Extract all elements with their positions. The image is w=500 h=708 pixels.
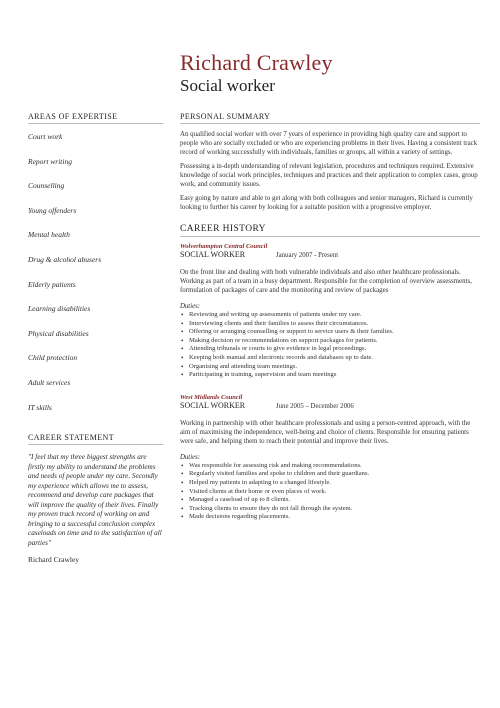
duty-item: • Making decision or recommendations on support packages for patients.: [189, 337, 480, 346]
duty-item: • Tracking clients to ensure they do not fall through the system.: [189, 505, 480, 514]
duty-item: • Participating in training, supervision and team meetings: [189, 371, 480, 380]
duty-item: • Keeping both manual and electronic records and databases up to date.: [189, 354, 480, 363]
duty-item: • Helped my patients in adapting to a changed lifestyle.: [189, 479, 480, 488]
expertise-item: Court work: [28, 132, 63, 141]
expertise-item: Drug & alcohol abusers: [28, 254, 102, 264]
career-statement-quote: "I feel that my three biggest strengths are firstly my ability to understand the problems and needs of people under my care. Secondly my experience which allows me to assess, recommend and develop care packages that will improve the quality of their lives. Finally my proven track record of working on and bringing to a successful conclusion complex caseloads on time and to the satisfaction of all parties": [28, 453, 162, 547]
duty-item: • Regularly visited families and spoke to children and their guardians.: [189, 470, 480, 479]
duty-item: • Managed a caseload of up to 8 clients.: [189, 496, 480, 505]
candidate-name: Richard Crawley: [180, 50, 333, 75]
expertise-item: Learning disabilities: [28, 304, 91, 314]
career-statement-section: [28, 433, 163, 564]
expertise-item: Mental health: [28, 230, 70, 240]
expertise-item: Report writing: [28, 156, 72, 166]
duty-item: • Reviewing and writing up assessments of patients under my care.: [189, 311, 480, 320]
expertise-item: Elderly patients: [28, 279, 76, 289]
expertise-list: [28, 132, 163, 427]
job-role: SOCIAL WORKER: [180, 250, 246, 259]
duties-label: Duties:: [180, 453, 201, 461]
duties-label: Duties:: [180, 303, 201, 310]
duty-item: • Organising and attending team meetings.: [189, 363, 480, 372]
job-description: On the front line and dealing with both vulnerable individuals and also other healthcare professionals. Working as part of a team in a busy department. Responsible for the completion of overview assessments, formulation of packages of care and the monitoring and review of packages: [180, 269, 472, 294]
job-dates: June 2005 – December 2006: [276, 402, 354, 410]
duty-item: • Visited clients at their home or even places of work.: [189, 488, 480, 497]
expertise-item: Adult services: [28, 377, 71, 387]
job-entry: [180, 243, 480, 380]
employer-name: West Midlands Council: [180, 393, 243, 401]
job-description: Working in partnership with other healthcare professionals and using a person-centred approach, with the aim of maximising the independence, well-being and choice of clients. Responsible for ensuring patients were safe, and helping them to reach their potential and improve their lives.: [180, 419, 471, 445]
expertise-item: Counselling: [28, 181, 65, 191]
left-column: [28, 112, 163, 427]
job-dates: January 2007 - Present: [276, 252, 339, 259]
expertise-item: Young offenders: [28, 205, 77, 215]
duty-item: • Offering or arranging counselling or support to service users & their families.: [189, 328, 480, 337]
job-role: SOCIAL WORKER: [180, 400, 246, 410]
career-statement-signoff: Richard Crawley: [28, 555, 80, 564]
duty-item: • Attending tribunals or courts to give evidence in legal proceedings.: [189, 345, 480, 354]
summary-paragraph: Possessing a in-depth understanding of relevant legislation, procedures and techniques required. Extensive knowledge of social work principles, techniques and practices and their application to complex cases, group work, and community issues.: [180, 163, 478, 188]
summary-heading: PERSONAL SUMMARY: [180, 112, 480, 124]
duties-list: [180, 311, 480, 380]
expertise-heading: AREAS OF EXPERTISE: [28, 112, 163, 124]
duties-list: [180, 462, 480, 522]
expertise-item: Child protection: [28, 353, 78, 363]
job-title: Social worker: [180, 76, 275, 95]
job-line: [180, 250, 480, 259]
expertise-item: IT skills: [28, 402, 52, 412]
duty-item: • Was responsible for assessing risk and making recommendations.: [189, 462, 480, 471]
career-statement-heading: CAREER STATEMENT: [28, 433, 163, 445]
job-entry: [180, 394, 480, 522]
summary-paragraph: Easy going by nature and able to get along with both colleagues and senior managers, Richard is currently looking to further his career by looking for a suitable position with a progressive employer.: [180, 195, 473, 211]
duty-item: • Interviewing clients and their families to assess their circumstances.: [189, 320, 480, 329]
career-history-heading: CAREER HISTORY: [180, 224, 480, 237]
expertise-item: Physical disabilities: [28, 328, 89, 338]
job-line: [180, 401, 480, 410]
employer-name: Wolverhampton Central Council: [180, 243, 268, 250]
right-column: [180, 112, 480, 522]
duty-item: • Made decisions regarding placements.: [189, 513, 480, 522]
summary-paragraph: An qualified social worker with over 7 years of experience in providing high quality care and support to people who are socially excluded or who are experiencing problems in their lives. Having a consistent track record of working successfully with individuals, families or groups, all within a variety of settings.: [180, 131, 478, 156]
